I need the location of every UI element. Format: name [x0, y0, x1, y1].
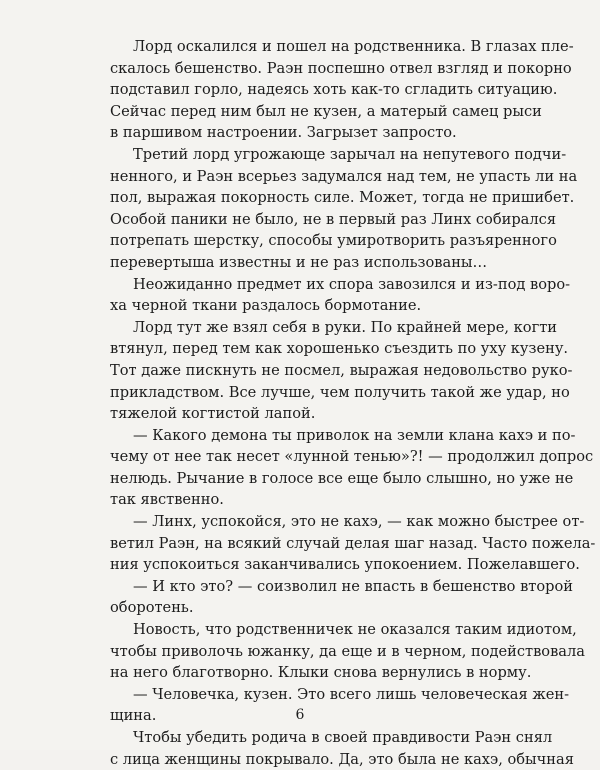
text-line: подставил горло, надеясь хоть как-то сгладить ситуацию.: [110, 81, 558, 99]
text-line: на него благотворно. Клыки снова вернулись в норму.: [110, 664, 532, 682]
text-line: — Какого демона ты приволок на земли клана кахэ и по-: [133, 426, 576, 444]
text-line: Третий лорд угрожающе зарычал на непутевого подчи-: [133, 145, 567, 163]
text-line: оборотень.: [110, 599, 194, 617]
text-line: ха черной ткани раздалось бормотание.: [110, 297, 422, 315]
text-line: Неожиданно предмет их спора завозился и из-под воро-: [133, 275, 571, 293]
text-line: чтобы приволочь южанку, да еще и в черном, подействовала: [110, 642, 585, 660]
text-line: скалось бешенство. Раэн поспешно отвел взгляд и покорно: [110, 59, 572, 77]
text-line: Новость, что родственничек не оказался таким идиотом,: [133, 621, 577, 639]
text-line: ветил Раэн, на всякий случай делая шаг назад. Часто пожела-: [110, 534, 596, 552]
text-line: ненного, и Раэн всерьез задумался над тем, не упасть ли на: [110, 167, 578, 185]
text-line: тяжелой когтистой лапой.: [110, 405, 316, 423]
text-line: втянул, перед тем как хорошенько съездить по уху кузену.: [110, 340, 569, 358]
text-line: так явственно.: [110, 491, 224, 509]
text-line: перевертыша известны и не раз использованы…: [110, 253, 488, 271]
text-line: Тот даже пискнуть не посмел, выражая недовольство руко-: [110, 361, 573, 379]
body-text: [110, 36, 596, 770]
text-line: нелюдь. Рычание в голосе все еще было слышно, но уже не: [110, 469, 574, 487]
text-line: прикладством. Все лучше, чем получить такой же удар, но: [110, 383, 570, 401]
text-line: с лица женщины покрывало. Да, это была не кахэ, обычная: [110, 750, 574, 768]
text-line: щина.: [110, 707, 157, 725]
text-line: чему от нее так несет «лунной тенью»?! — продолжил допрос: [110, 448, 594, 466]
text-line: Сейчас перед ним был не кузен, а матерый самец рыси: [110, 102, 542, 120]
page-number: 6: [295, 707, 305, 723]
text-line: Лорд тут же взял себя в руки. По крайней мере, когти: [133, 318, 558, 336]
text-line: Лорд оскалился и пошел на родственника. В глазах пле-: [133, 38, 574, 55]
text-line: ния успокоиться заканчивались упокоением. Пожелавшего.: [110, 556, 580, 574]
text-line: — Человечка, кузен. Это всего лишь человеческая жен-: [133, 685, 570, 703]
text-line: — И кто это? — соизволил не впасть в бешенство второй: [133, 577, 574, 595]
text-line: в паршивом настроении. Загрызет запросто.: [110, 124, 457, 142]
text-line: пол, выражая покорность силе. Может, тогда не пришибет.: [110, 189, 575, 207]
text-line: Чтобы убедить родича в своей правдивости Раэн снял: [133, 729, 553, 746]
text-line: потрепать шерстку, способы умиротворить разъяренного: [110, 232, 557, 250]
text-line: Особой паники не было, не в первый раз Линх собирался: [110, 210, 557, 228]
text-line: — Линх, успокойся, это не кахэ, — как можно быстрее от-: [133, 513, 585, 531]
